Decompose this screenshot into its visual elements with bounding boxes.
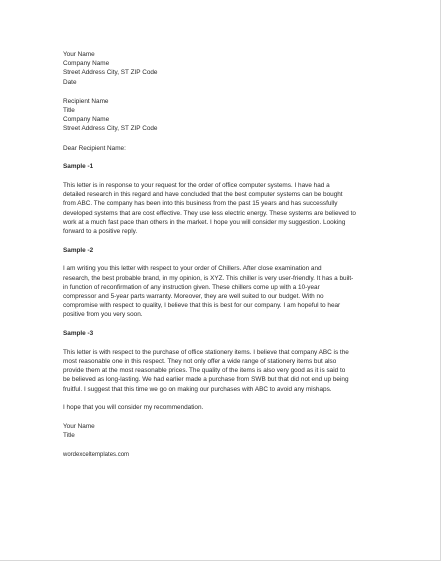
- closing-line: I hope that you will consider my recommendation.: [63, 404, 204, 412]
- sender-name: Your Name: [63, 51, 95, 58]
- paragraph-line: This letter is with respect to the purchase of office stationery items. I believe that company ABC is the: [63, 348, 349, 356]
- paragraph-line: positive from you very soon.: [63, 311, 143, 319]
- paragraph-line: in function of reconfirmation of any instruction given. These chillers come up with a 10-year: [63, 283, 320, 291]
- recipient-company: Company Name: [63, 116, 110, 124]
- sample-section-3: [63, 329, 383, 394]
- sender-block: [63, 50, 383, 87]
- paragraph-line: provide them at the most reasonable prices. The quality of the items is also very good as it is said to: [63, 367, 346, 375]
- recipient-title: Title: [63, 107, 75, 115]
- recipient-block: [63, 97, 383, 134]
- sample-paragraph: [63, 348, 383, 394]
- signature-title: Title: [63, 432, 75, 440]
- paragraph-line: forward to a positive reply.: [63, 228, 138, 236]
- paragraph-line: be believed as long-lasting. We had earlier made a purchase from SWB but that did not end up being: [63, 376, 349, 384]
- paragraph-line: fruitful. I suggest that this time we go on making our purchases with ABC to avoid any mishaps.: [63, 385, 332, 393]
- sample-heading: Sample -2: [63, 246, 94, 254]
- paragraph-line: I am writing you this letter with respect to your order of Chillers. After close examination and: [63, 265, 322, 273]
- footer-website: wordexceltemplates.com: [63, 451, 130, 458]
- recipient-name: Recipient Name: [63, 97, 109, 105]
- signature-block: [63, 422, 383, 440]
- recipient-address: Street Address City, ST ZIP Code: [63, 125, 158, 133]
- sample-paragraph: [63, 181, 383, 236]
- sample-heading: Sample -1: [63, 163, 94, 171]
- sample-heading: Sample -3: [63, 330, 94, 338]
- paragraph-line: This letter is in response to your request for the order of office computer systems. I have had a: [63, 182, 330, 190]
- sample-section-2: [63, 246, 383, 320]
- paragraph-line: from ABC. The company has been into this business from the past 15 years and has successfully: [63, 200, 338, 208]
- sender-address: Street Address City, ST ZIP Code: [63, 69, 158, 77]
- sample-paragraph: [63, 264, 383, 319]
- letter-date: Date: [63, 78, 77, 86]
- sender-company: Company Name: [63, 60, 110, 68]
- letter-content: [63, 50, 383, 460]
- paragraph-line: compressor and 5-year parts warranty. Moreover, they are well suited to our budget. With no: [63, 293, 324, 301]
- paragraph-line: most reasonable one in this respect. They not only offer a wide range of stationery items but also: [63, 358, 337, 366]
- paragraph-line: compromise with respect to quality, I believe that this is best for our company. I am hopeful to hear: [63, 302, 341, 310]
- paragraph-line: work at a much fast pace than others in the market. I hope you will consider my suggestion. Looking: [63, 218, 346, 226]
- salutation: Dear Recipient Name:: [63, 144, 126, 152]
- sample-section-1: [63, 162, 383, 236]
- paragraph-line: developed systems that are cost effective. They use less electric energy. These systems are believed to: [63, 209, 356, 217]
- paragraph-line: research, the best probable brand, in my opinion, is XYZ. This chiller is very user-friendly. It has a built-: [63, 274, 354, 282]
- paragraph-line: detailed research in this regard and have concluded that the best computer systems can be bought: [63, 191, 343, 199]
- signature-name: Your Name: [63, 423, 95, 431]
